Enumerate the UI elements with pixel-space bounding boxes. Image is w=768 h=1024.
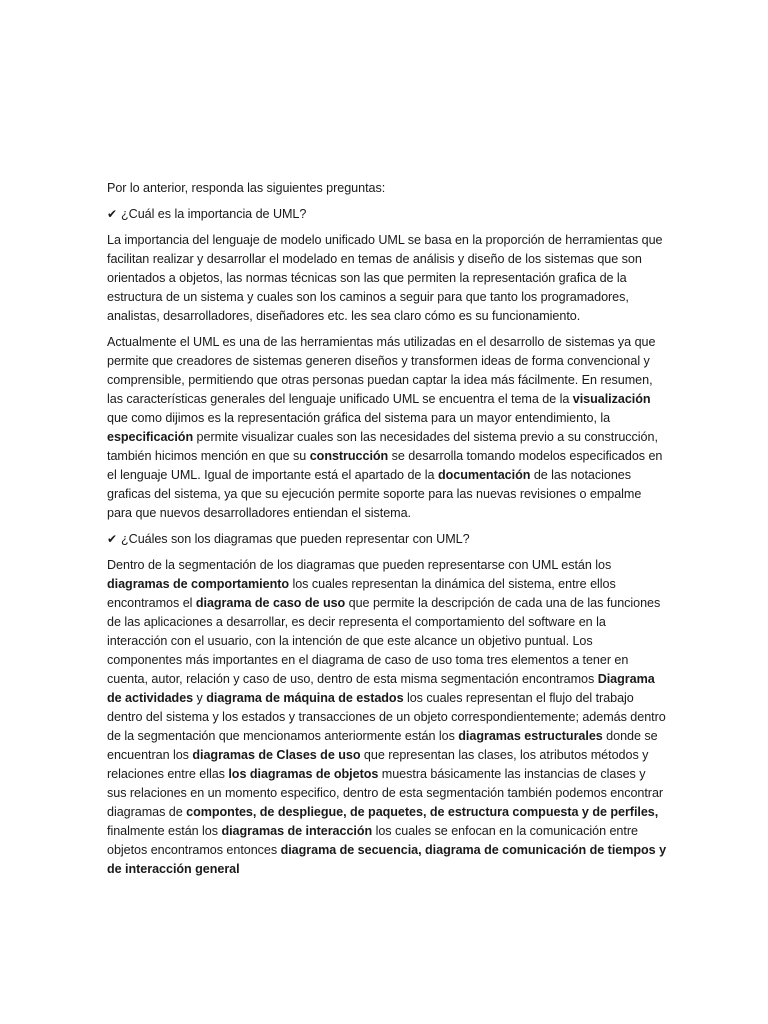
bold-term: compontes, de despliegue, de paquetes, de estructura compuesta y de perfiles, — [186, 805, 659, 819]
bold-term: diagramas de Clases de uso — [192, 748, 361, 762]
checkmark-icon: ✔ — [107, 207, 118, 221]
paragraph-characteristics — [107, 333, 667, 523]
text-span: que representan las clases, los atributos métodos y relaciones entre ellas — [107, 748, 649, 781]
bold-term-documentacion: documentación — [437, 468, 531, 482]
question-importance — [107, 205, 667, 224]
bold-term: diagramas estructurales — [458, 729, 603, 743]
checkmark-icon: ✔ — [107, 532, 118, 546]
text-span: de las notaciones graficas del sistema, ya que su ejecución permite soporte para las nuevas revisiones o empalme para que nuevos desarrolladores entiendan el sistema. — [107, 468, 642, 520]
text-span: muestra básicamente las instancias de clases y sus relaciones en un momento especifico, dentro de esta segmentación también podemos encontrar diagramas de — [107, 767, 664, 819]
paragraph-diagrams — [107, 556, 667, 879]
text-span: Dentro de la segmentación de los diagramas que pueden representarse con UML están los — [107, 558, 612, 572]
document-body — [107, 179, 667, 886]
intro-line: Por lo anterior, responda las siguientes preguntas: — [107, 181, 386, 195]
text-span: los cuales representan el flujo del trabajo dentro del sistema y los estados y transacciones de un objeto correspondientemente; además dentro de la segmentación que mencionamos anteriormente están los — [107, 691, 666, 743]
question-importance-text: ¿Cuál es la importancia de UML? — [121, 207, 307, 221]
bold-term: diagramas de interacción — [221, 824, 373, 838]
text-span: se desarrolla tomando modelos especificados en el lenguaje UML. Igual de importante está el apartado de la — [107, 449, 663, 482]
bold-term-construccion: construcción — [309, 449, 389, 463]
bold-term-visualizacion: visualización — [572, 392, 651, 406]
bold-term: diagrama de máquina de estados — [206, 691, 404, 705]
bold-term: diagrama de secuencia, diagrama de comunicación de tiempos y de interacción general — [107, 843, 667, 876]
text-span: que como dijimos es la representación gráfica del sistema para un mayor entendimiento, la — [107, 411, 611, 425]
question-diagrams-text: ¿Cuáles son los diagramas que pueden representar con UML? — [121, 532, 470, 546]
text-span: Actualmente el UML es una de las herramientas más utilizadas en el desarrollo de sistemas ya que permite que creadores de sistemas generen diseños y transformen ideas de forma convencional y comprensible, permitiendo que otras personas puedan captar la idea más fácilmente. En resumen, las características generales del lenguaje unificado UML se encuentra el tema de la — [107, 335, 656, 406]
text-span: finalmente están los — [107, 824, 222, 838]
text-span: los cuales representan la dinámica del sistema, entre ellos encontramos el — [107, 577, 616, 610]
text-span: permite visualizar cuales son las necesidades del sistema previo a su construcción, también hicimos mención en que su — [107, 430, 658, 463]
bold-term-especificacion: especificación — [107, 430, 194, 444]
text-span: que permite la descripción de cada una de las funciones de las aplicaciones a desarrollar, es decir representa el comportamiento del software en la interacción con el usuario, con la intención de que este alcance un objetivo puntual. Los componentes más importantes en el diagrama de caso de uso toma tres elementos a tener en cuenta, autor, relación y caso de uso, dentro de esta misma segmentación encontramos — [107, 596, 661, 686]
text-span: los cuales se enfocan en la comunicación entre objetos encontramos entonces — [107, 824, 638, 857]
text-span: donde se encuentran los — [107, 729, 658, 762]
text-span: y — [193, 691, 207, 705]
bold-term: los diagramas de objetos — [228, 767, 379, 781]
bold-term: Diagrama de actividades — [107, 672, 655, 705]
question-diagrams — [107, 530, 667, 549]
bold-term: diagrama de caso de uso — [195, 596, 346, 610]
bold-term: diagramas de comportamiento — [107, 577, 290, 591]
paragraph-importance: La importancia del lenguaje de modelo unificado UML se basa en la proporción de herramientas que facilitan realizar y desarrollar el modelado en temas de análisis y diseño de los sistemas que son orientados a objetos, las normas técnicas son las que permiten la representación grafica de la estructura de un sistema y cuales son los caminos a seguir para que tanto los programadores, analistas, desarrolladores, diseñadores etc. les sea claro cómo es su funcionamiento. — [107, 233, 663, 323]
